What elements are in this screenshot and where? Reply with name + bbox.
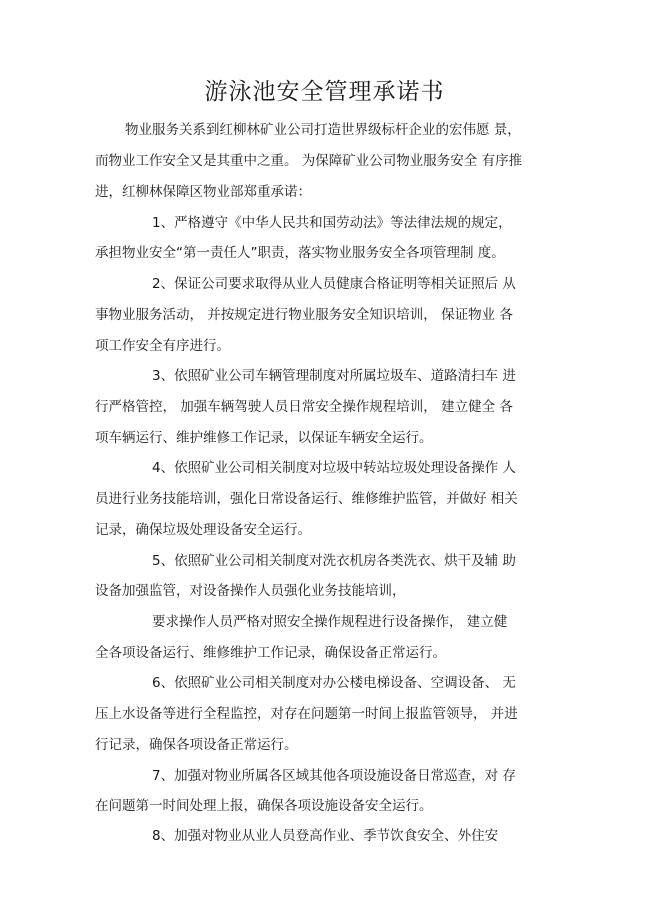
text-line: 4、依照矿业公司相关制度对垃圾中转站垃圾处理设备操作 人 bbox=[152, 460, 516, 476]
text-line: 在问题第一时间处理上报，确保各项设施设备安全运行。 bbox=[95, 798, 433, 814]
text-line: 设备加强监管，对设备操作人员强化业务技能培训， bbox=[95, 583, 406, 599]
text-line: 行严格管控， 加强车辆驾驶人员日常安全操作规程培训， 建立健全 各 bbox=[95, 399, 513, 415]
text-line: 而物业工作安全又是其重中之重。 为保障矿业公司物业服务安全 有序推 bbox=[95, 153, 523, 169]
text-line: 5、依照矿业公司相关制度对洗衣机房各类洗衣、烘干及辅 助 bbox=[152, 553, 516, 569]
text-line: 记录，确保垃圾处理设备安全运行。 bbox=[95, 522, 311, 538]
text-line: 物业服务关系到红柳林矿业公司打造世界级标杆企业的宏伟愿 景， bbox=[125, 122, 521, 138]
text-line: 进，红柳林保障区物业部郑重承诺： bbox=[95, 184, 311, 200]
text-line: 7、加强对物业所属各区域其他各项设施设备日常巡查，对 存 bbox=[152, 768, 516, 784]
text-line: 1、严格遵守《中华人民共和国劳动法》等法律法规的规定， bbox=[152, 215, 512, 231]
text-line: 要求操作人员严格对照安全操作规程进行设备操作， 建立健 bbox=[152, 614, 508, 630]
document-title: 游泳池安全管理承诺书 bbox=[204, 79, 445, 105]
text-line: 8、加强对物业从业人员登高作业、季节饮食安全、外住安 bbox=[152, 828, 499, 844]
text-line: 压上水设备等进行全程监控，对存在问题第一时间上报监管领导， 并进 bbox=[95, 706, 518, 722]
text-line: 行记录，确保各项设备正常运行。 bbox=[95, 737, 298, 753]
text-line: 事物业服务活动， 并按规定进行物业服务安全知识培训， 保证物业 各 bbox=[95, 307, 513, 323]
text-line: 全各项设备运行、维修维护工作记录，确保设备正常运行。 bbox=[95, 645, 446, 661]
text-line: 3、依照矿业公司车辆管理制度对所属垃圾车、道路清扫车 进 bbox=[152, 368, 516, 384]
text-line: 项车辆运行、维护维修工作记录，以保证车辆安全运行。 bbox=[95, 430, 433, 446]
text-line: 2、保证公司要求取得从业人员健康合格证明等相关证照后 从 bbox=[152, 276, 516, 292]
text-line: 6、依照矿业公司相关制度对办公楼电梯设备、空调设备、 无 bbox=[152, 675, 516, 691]
text-line: 员进行业务技能培训，强化日常设备运行、维修维护监管，并做好 相关 bbox=[95, 491, 518, 507]
text-line: 承担物业安全“第一责任人”职责，落实物业服务安全各项管理制 度。 bbox=[95, 245, 505, 261]
text-line: 项工作安全有序进行。 bbox=[95, 338, 230, 354]
